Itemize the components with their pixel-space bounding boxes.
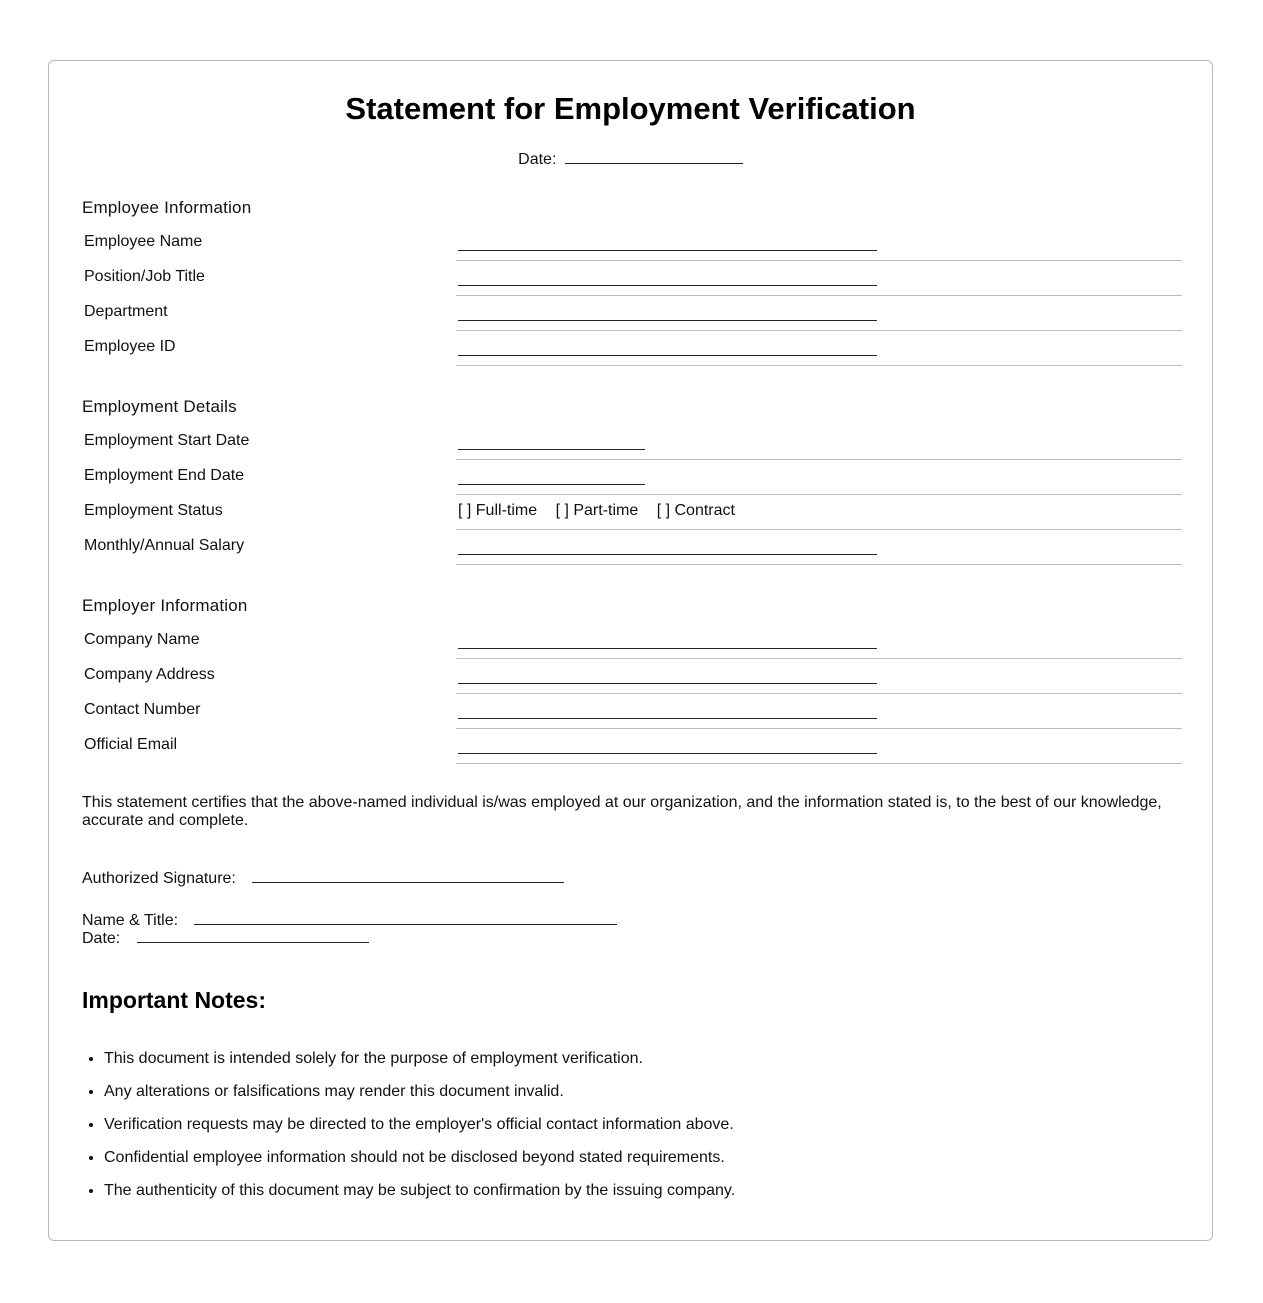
field-value	[456, 729, 1182, 764]
header-date-label: Date:	[518, 151, 557, 168]
field-label: Employment Status	[84, 502, 223, 519]
company-address-field[interactable]	[458, 683, 877, 684]
signature-date-row	[82, 930, 369, 948]
field-value	[456, 331, 1182, 366]
employee-id-field[interactable]	[458, 355, 877, 356]
field-row-contact-number	[82, 694, 1182, 729]
section-title-employment: Employment Details	[82, 397, 237, 416]
section-title-employee: Employee Information	[82, 198, 252, 217]
field-value	[456, 460, 1182, 495]
field-label: Official Email	[84, 736, 178, 753]
employee-fields	[82, 226, 1182, 366]
end-date-field[interactable]	[458, 484, 645, 485]
field-row-company-address	[82, 659, 1182, 694]
name-title-row	[82, 912, 617, 930]
list-item: • This document is intended solely for the purpose of employment verification.	[104, 1049, 735, 1082]
contact-number-field[interactable]	[458, 718, 877, 719]
name-title-field[interactable]	[194, 923, 617, 925]
official-email-field[interactable]	[458, 753, 877, 754]
status-option-part-time[interactable]: [ ] Part-time	[555, 502, 639, 519]
field-label: Employment Start Date	[84, 432, 250, 449]
field-value	[456, 425, 1182, 460]
employer-fields	[82, 624, 1182, 764]
field-row-official-email	[82, 729, 1182, 764]
field-label: Employee Name	[84, 233, 203, 250]
header-date-field[interactable]	[565, 162, 743, 164]
field-row-status	[82, 495, 1182, 530]
field-row-start-date	[82, 425, 1182, 460]
authorized-signature-row	[82, 870, 564, 888]
list-item: • Verification requests may be directed to the employer's official contact information above.	[104, 1115, 735, 1148]
employee-name-field[interactable]	[458, 250, 877, 251]
authorized-signature-label: Authorized Signature:	[82, 870, 236, 887]
list-item: • Confidential employee information should not be disclosed beyond stated requirements.	[104, 1148, 735, 1181]
list-item: • The authenticity of this document may be subject to confirmation by the issuing company.	[104, 1181, 735, 1214]
authorized-signature-field[interactable]	[252, 881, 564, 883]
header-date	[49, 151, 1212, 169]
field-row-salary	[82, 530, 1182, 565]
position-field[interactable]	[458, 285, 877, 286]
field-label: Contact Number	[84, 701, 201, 718]
field-label: Department	[84, 303, 168, 320]
field-row-company-name	[82, 624, 1182, 659]
field-value	[456, 659, 1182, 694]
signature-date-field[interactable]	[137, 941, 369, 943]
field-value	[456, 261, 1182, 296]
section-title-employer: Employer Information	[82, 596, 248, 615]
field-row-employee-id	[82, 331, 1182, 366]
notes-list	[82, 1049, 735, 1214]
department-field[interactable]	[458, 320, 877, 321]
field-label: Employment End Date	[84, 467, 245, 484]
employment-fields	[82, 425, 1182, 565]
field-label: Position/Job Title	[84, 268, 205, 285]
field-label: Company Address	[84, 666, 215, 683]
field-value	[456, 624, 1182, 659]
field-row-department	[82, 296, 1182, 331]
start-date-field[interactable]	[458, 449, 645, 450]
field-label: Company Name	[84, 631, 200, 648]
field-row-employee-name	[82, 226, 1182, 261]
company-name-field[interactable]	[458, 648, 877, 649]
field-label: Monthly/Annual Salary	[84, 537, 245, 554]
field-value	[456, 530, 1182, 565]
field-label: Employee ID	[84, 338, 176, 355]
certification-statement: This statement certifies that the above-named individual is/was employed at our organization, and the information stated is, to the best of our knowledge, accurate and complete.	[82, 794, 1162, 829]
field-row-end-date	[82, 460, 1182, 495]
status-options	[458, 502, 749, 520]
field-row-position	[82, 261, 1182, 296]
field-value	[456, 495, 1182, 530]
salary-field[interactable]	[458, 554, 877, 555]
list-item: • Any alterations or falsifications may render this document invalid.	[104, 1082, 735, 1115]
name-title-label: Name & Title:	[82, 912, 179, 929]
page-title: Statement for Employment Verification	[345, 91, 916, 126]
field-value	[456, 694, 1182, 729]
field-value	[456, 296, 1182, 331]
status-option-contract[interactable]: [ ] Contract	[656, 502, 735, 519]
notes-title: Important Notes:	[82, 987, 266, 1013]
signature-date-label: Date:	[82, 930, 121, 947]
field-value	[456, 226, 1182, 261]
verification-form	[48, 60, 1213, 1241]
status-option-full-time[interactable]: [ ] Full-time	[458, 502, 538, 519]
